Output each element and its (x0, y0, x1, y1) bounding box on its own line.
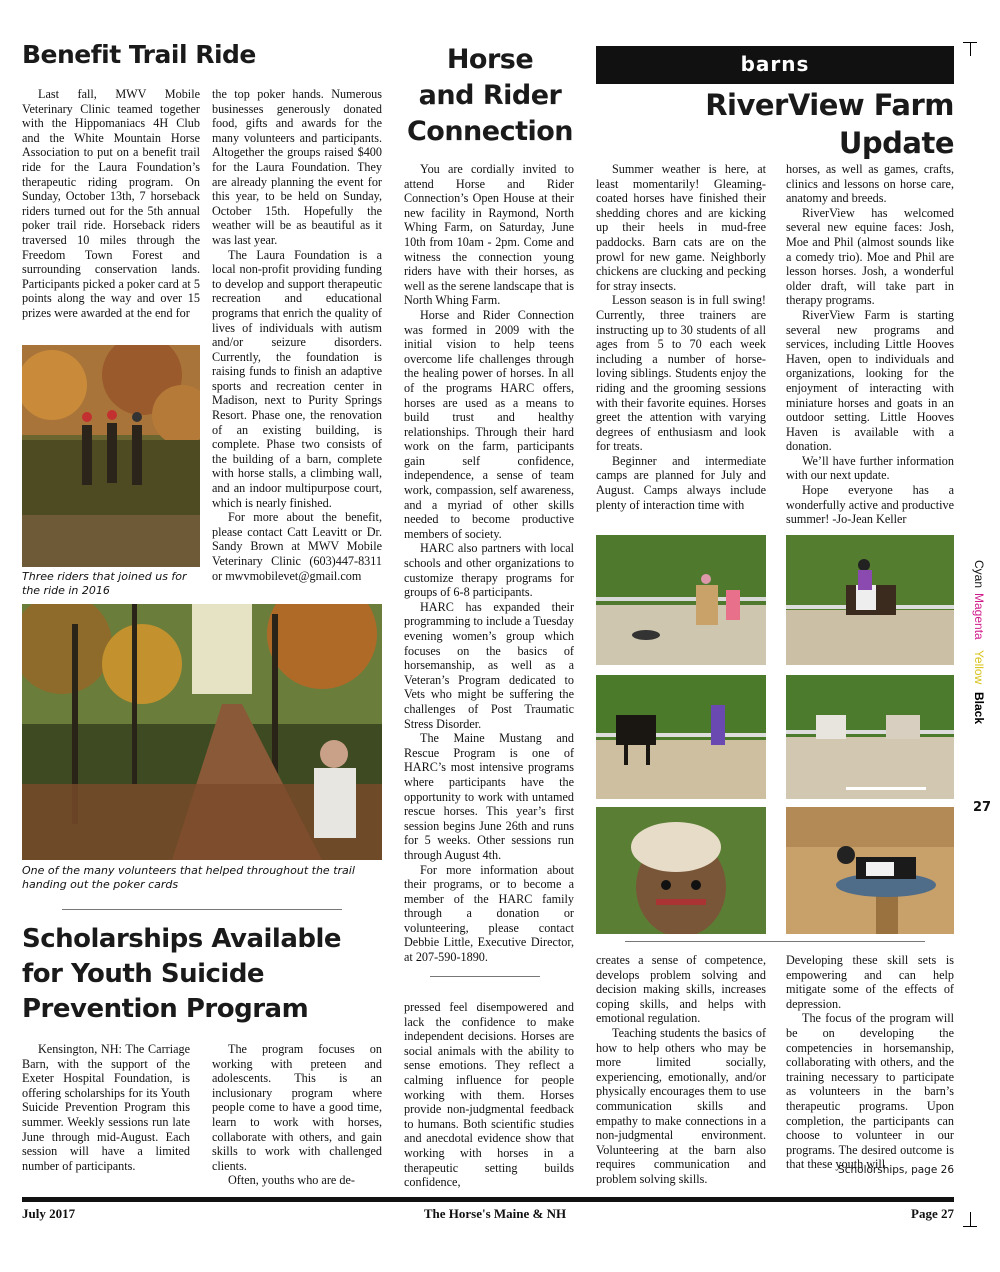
folio-number: 27 (972, 800, 992, 815)
trail-photo-image (22, 604, 382, 860)
crop-mark-top-stem (970, 42, 971, 56)
footer-rule (22, 1197, 954, 1202)
ink-black: Black (972, 692, 986, 725)
riverview-divider (625, 941, 925, 942)
scholar-col5-p2: The focus of the program will be on developing the competencies in horsemanship, collaborating with others, and the training necessary to participate as volunteers in the barn’s therapeutic programs. Upon completion, the participants can choose to volunteer in our programs. The desired outcome is that these youth will (786, 1011, 954, 1172)
scholar-col1 (22, 1042, 190, 1173)
riverview-col1 (596, 162, 766, 512)
scholar-col4 (596, 953, 766, 1187)
harc-p5: The Maine Mustang and Rescue Program is one of HARC’s most intensive programs where participants have the opportunity to work with untamed rescue horses. This year’s first session begins June 26th and runs for 5 weeks. Other sessions run through August 4th. (404, 731, 574, 862)
ink-magenta: Magenta (972, 593, 986, 640)
riverview-photo-4 (786, 675, 954, 799)
riverview-col2 (786, 162, 954, 527)
ink-cyan: Cyan (972, 560, 986, 589)
benefit-col1-text: Last fall, MWV Mobile Veterinary Clinic teamed together with the Hippomaniacs 4H Club and the White Mountain Horse Association to put on a benefit trail ride for the Laura Foundation’s therapeutic riding program. On Sunday, October 13th, 7 horseback riders turned out for the 5th annual poker trail ride. Horseback riders traversed 10 miles through the Freedom Town Forest and surrounding conservation lands. Participants picked a poker card at 5 points along the way and over 15 prizes were awarded at the end for (22, 87, 200, 320)
benefit-col2-p1: the top poker hands. Numerous businesses generously donated food, gifts and awards for the many volunteers and participants. Altogether the groups raised $400 for the Laura Foundation. They are already planning the event for this year, to be held on Sunday, October 15th. Hopefully the weather will be as beautiful as it was last year. (212, 87, 382, 247)
harc-p2: Horse and Rider Connection was formed in 2009 with the initial vision to help teens overcome life challenges through the healing power of horses. In all of the programs HARC offers, horses are used as a means to build trust and healthy relationships. Through their hard work on the farm, participants gain self confidence, independence, a sense of team work, compassion, self awareness, and a myriad of other skills needed to become productive members of society. (404, 307, 574, 541)
scholar-col2-p2: Often, youths who are de- (228, 1173, 355, 1188)
riverview-photo-1 (596, 535, 766, 665)
scholar-title-line1: Scholarships Available (22, 924, 342, 954)
harc-p6: For more information about their programs, or to become a member of the HARC family through a donation or volunteering, please contact Debbie Little, Executive Director, at 207-590-1890. (404, 862, 574, 965)
riverview-photo-1-image (596, 535, 766, 665)
riverview-title-line2: Update (838, 126, 954, 160)
scholar-title (22, 922, 341, 1027)
riverview-photo-3-image (596, 675, 766, 799)
ink-yellow: Yellow (972, 650, 986, 685)
riverview-photo-3 (596, 675, 766, 799)
riverview-title (596, 86, 954, 162)
harc-p4: HARC has expanded their programming to include a Tuesday evening women’s group which focuses on the basics of horsemanship, as well as a Veteran’s Program dedicated to Vets who might be suffering the challenges of Post Traumatic Stress Disorder. (404, 599, 574, 731)
riverview-photo-5-image (596, 807, 766, 934)
benefit-title: Benefit Trail Ride (22, 40, 256, 69)
riverview-c2-p3: RiverView Farm is starting several new programs and services, including Little Hooves Haven, open to individuals and organizations, looking for the enjoyment of interacting with miniature horses and goats in an outdoor setting. Little Hooves Haven is available with a donation. (786, 307, 954, 454)
scholar-col4-p1: creates a sense of competence, develops problem solving and decision making skills, increases coping skills, and helps with emotional regulation. (596, 953, 766, 1026)
benefit-col2-p2: The Laura Foundation is a local non-profit providing funding to develop and support therapeutic recreation and educational programs that enrich the quality of lives of individuals with autism and/or seizure disorders. Currently, the foundation is raising funds to finish an adaptive sports and recreation center in Madison, next to Purity Springs Resort. Phase one, the renovation of an existing building, is complete. Phase two consists of the building of a barn, complete with horse stalls, a climbing wall, and an indoor multipurpose court, which is nearly finished. (212, 247, 382, 510)
riverview-photo-2-image (786, 535, 954, 665)
crop-mark-bottom (963, 1226, 977, 1227)
harc-p3: HARC also partners with local schools and other organizations to customize therapy programs for groups of 6-8 participants. (404, 541, 574, 600)
barns-banner (596, 46, 954, 84)
riverview-title-line1: RiverView Farm (705, 88, 954, 122)
harc-title (400, 42, 580, 150)
harc-title-line1: Horse (446, 44, 534, 75)
scholar-title-line2: for Youth Suicide (22, 959, 265, 989)
scholar-col3-text: pressed feel disempowered and lack the confidence to make independent decisions. Horses are social animals with the ability to sense emotions. They reflect a calming influence for people working with them. Horses provide non-judgmental feedback to humans. Both scientific studies and anecdotal evidence show that working with horses in a therapeutic setting builds confidence, (404, 1000, 574, 1190)
footer-publication: The Horse's Maine & NH (423, 1206, 567, 1221)
riverview-c1-p2: Lesson season is in full swing! Currently, three trainers are instructing up to 30 students of all ages from 5 to 70 each week including a number of horse-loving siblings. Students enjoy the riding and the grooming sessions with their favorite equines. Horses greet the attention with varying degrees of enthusiasm and look for treats. (596, 293, 766, 454)
scholar-col2-p1: The program focuses on working with preteen and adolescents. This is an inclusionary program where people come to have a good time, learn to work with horses, collaborate with others, and gain skills to work with challenged clients. (212, 1042, 382, 1173)
riders-photo-image (22, 345, 200, 567)
benefit-col2-p3: For more about the benefit, please contact Catt Leavitt or Dr. Sandy Brown at MWV Mobile Veterinary Clinic (603)447-8311 or mwvmobilevet@gmail.com (212, 510, 382, 583)
crop-mark-bottom-stem (970, 1212, 971, 1226)
scholar-title-line3: Prevention Program (22, 994, 309, 1024)
harc-divider (430, 976, 540, 977)
riverview-c2-p2: RiverView has welcomed several new equine faces: Josh, Moe and Phil (almost sounds like a comedy trio). Moe and Phil are lesson horses. Josh, a wonderful older draft, will take part in therapy programs. (786, 205, 954, 308)
riverview-c2-p1: horses, as well as games, crafts, clinics and lessons on horse care, anatomy and breeds. (786, 162, 954, 206)
scholar-col5 (786, 953, 954, 1172)
scholar-col1-text: Kensington, NH: The Carriage Barn, with the support of the Exeter Hospital Foundation, is offering scholarships for its Youth Suicide Prevention Program this summer. Weekly sessions run late June through mid-August. Each session will have a limited number of participants. (22, 1042, 190, 1173)
benefit-col1 (22, 87, 200, 321)
trail-photo (22, 604, 382, 860)
riverview-c1-p3: Beginner and intermediate camps are planned for July and August. Camps always include plenty of interaction time with (596, 453, 766, 512)
trail-caption: One of the many volunteers that helped throughout the trail handing out the poker cards (22, 864, 355, 891)
scholar-col3 (404, 1000, 574, 1190)
riverview-c2-p5: Hope everyone has a wonderfully active and productive summer! -Jo-Jean Keller (786, 483, 954, 527)
footer-page: Page 27 (911, 1206, 954, 1221)
benefit-divider (62, 909, 342, 910)
riverview-photo-6 (786, 807, 954, 934)
riders-photo (22, 345, 200, 567)
riverview-photo-6-image (786, 807, 954, 934)
scholar-col2 (212, 1042, 382, 1188)
scholar-col5-p1: Developing these skill sets is empowering and can help mitigate some of the effects of depression. (786, 953, 954, 1011)
scholar-col4-p2: Teaching students the basics of how to help others who may be more limited socially, experiencing, emotionally, and/or physically encourages them to use communication skills and empathy to make connections in a non-judgmental environment. Volunteering at the barn also requires communication and problem solving skills. (596, 1025, 766, 1186)
riverview-photo-2 (786, 535, 954, 665)
riverview-photo-5 (596, 807, 766, 934)
harc-body (404, 162, 574, 965)
harc-p1: You are cordially invited to attend Horse and Rider Connection’s Open House at their new facility in Raymond, North Whing Farm, on Saturday, June 10th from 10am - 2pm. Come and witness the connection young riders have with their horses, as well as the serene landscape that is North Whing Farm. (404, 162, 574, 308)
riverview-c1-p1: Summer weather is here, at least momentarily! Gleaming-coated horses have finished their shedding chores and are kicking up their heels in mud-free paddocks. Barn cats are on the prowl for new game. Neighborly chickens are clucking and pecking for stray insects. (596, 162, 766, 293)
riverview-photo-4-image (786, 675, 954, 799)
barns-label: barns (740, 52, 810, 76)
footer-date: July 2017 (22, 1206, 76, 1221)
harc-title-line2: and Rider (418, 80, 562, 111)
riverview-c2-p4: We’ll have further information with our next update. (786, 453, 954, 483)
scholar-jump: Scholorships, page 26 (838, 1164, 954, 1176)
benefit-col2 (212, 87, 382, 583)
riders-caption: Three riders that joined us for the ride in 2016 (22, 570, 187, 597)
harc-title-line3: Connection (406, 116, 574, 147)
